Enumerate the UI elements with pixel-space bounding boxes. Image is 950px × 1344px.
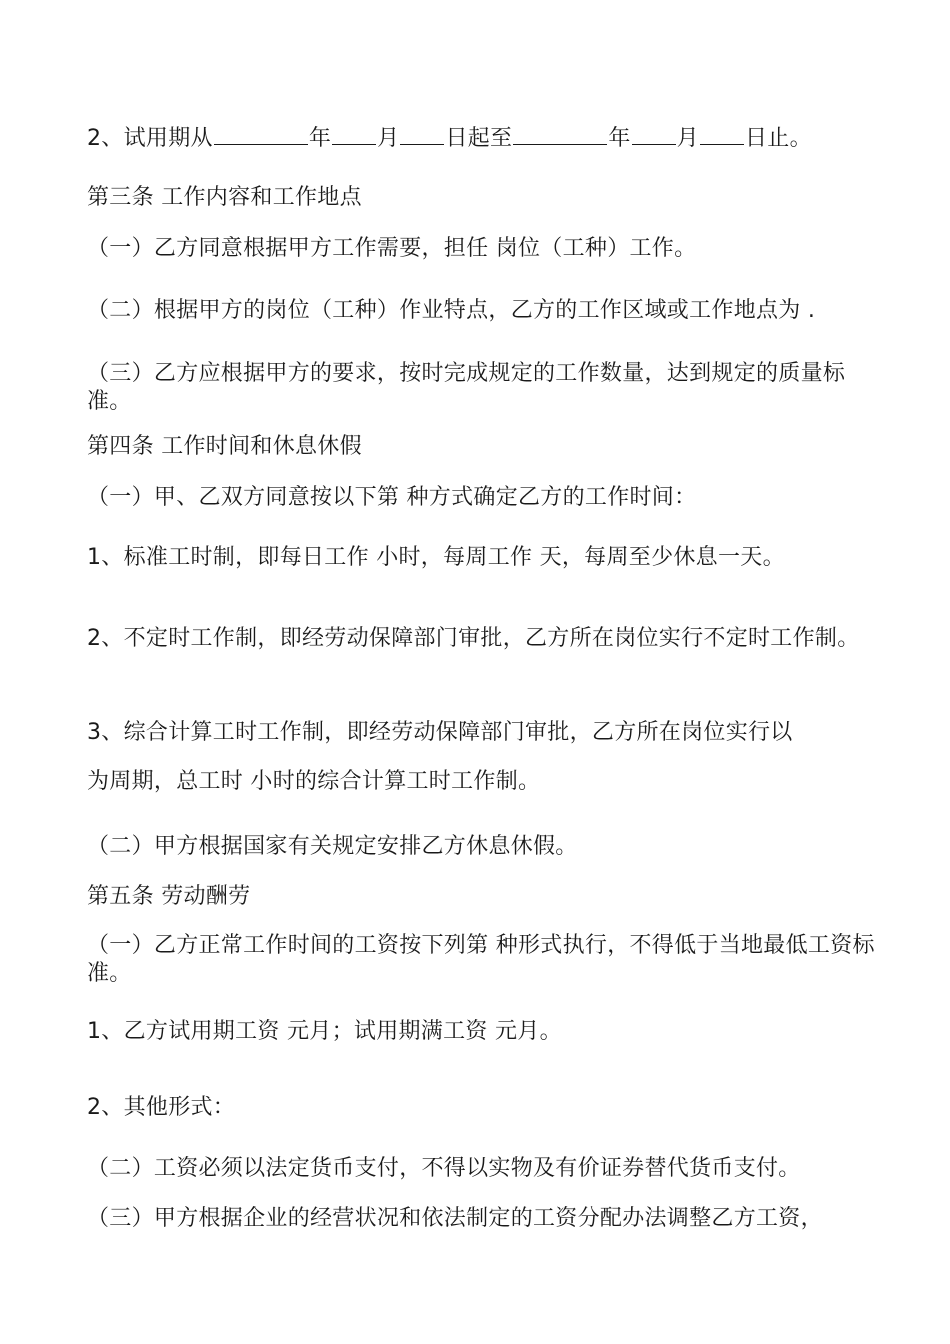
article-3-clause-3: （三）乙方应根据甲方的要求，按时完成规定的工作数量，达到规定的质量标准。 <box>87 361 846 414</box>
trial-period-line <box>87 122 877 153</box>
blank-start-day[interactable] <box>400 122 444 145</box>
article-5-clause-3: （三）甲方根据企业的经营状况和依法制定的工资分配办法调整乙方工资， <box>87 1206 823 1231</box>
trial-prefix: 2、试用期从 <box>87 126 213 151</box>
label-day-to: 日止。 <box>744 126 812 151</box>
article-3-clause-2: （二）根据甲方的岗位（工种）作业特点，乙方的工作区域或工作地点为 . <box>87 298 816 323</box>
article-4-item-3a: 3、综合计算工时工作制，即经劳动保障部门审批，乙方所在岗位实行以 <box>87 720 793 745</box>
article-5-clause-1: （一）乙方正常工作时间的工资按下列第 种形式执行，不得低于当地最低工资标准。 <box>87 933 875 986</box>
article-3-title: 第三条 工作内容和工作地点 <box>87 185 362 210</box>
article-4-title: 第四条 工作时间和休息休假 <box>87 434 362 459</box>
article-4-item-3b: 为周期，总工时 小时的综合计算工时工作制。 <box>87 769 541 794</box>
label-month: 月 <box>377 126 400 151</box>
label-year-2: 年 <box>608 126 631 151</box>
article-3-clause-1: （一）乙方同意根据甲方工作需要，担任 岗位（工种）工作。 <box>87 236 697 261</box>
label-month-2: 月 <box>676 126 699 151</box>
blank-end-year[interactable] <box>513 122 607 145</box>
article-5-title: 第五条 劳动酬劳 <box>87 884 251 909</box>
blank-start-month[interactable] <box>332 122 376 145</box>
article-4-clause-2: （二）甲方根据国家有关规定安排乙方休息休假。 <box>87 834 578 859</box>
label-day-from: 日起至 <box>445 126 513 151</box>
blank-end-day[interactable] <box>700 122 744 145</box>
article-4-clause-1: （一）甲、乙双方同意按以下第 种方式确定乙方的工作时间： <box>87 485 697 510</box>
article-5-clause-2: （二）工资必须以法定货币支付，不得以实物及有价证券替代货币支付。 <box>87 1156 801 1181</box>
article-4-item-2: 2、不定时工作制，即经劳动保障部门审批，乙方所在岗位实行不定时工作制。 <box>87 626 860 651</box>
blank-start-year[interactable] <box>214 122 308 145</box>
label-year: 年 <box>308 126 332 151</box>
article-4-item-1: 1、标准工时制，即每日工作 小时，每周工作 天，每周至少休息一天。 <box>87 545 785 570</box>
blank-end-month[interactable] <box>632 122 676 145</box>
article-5-item-2: 2、其他形式： <box>87 1095 236 1120</box>
article-5-item-1: 1、乙方试用期工资 元月；试用期满工资 元月。 <box>87 1019 562 1044</box>
